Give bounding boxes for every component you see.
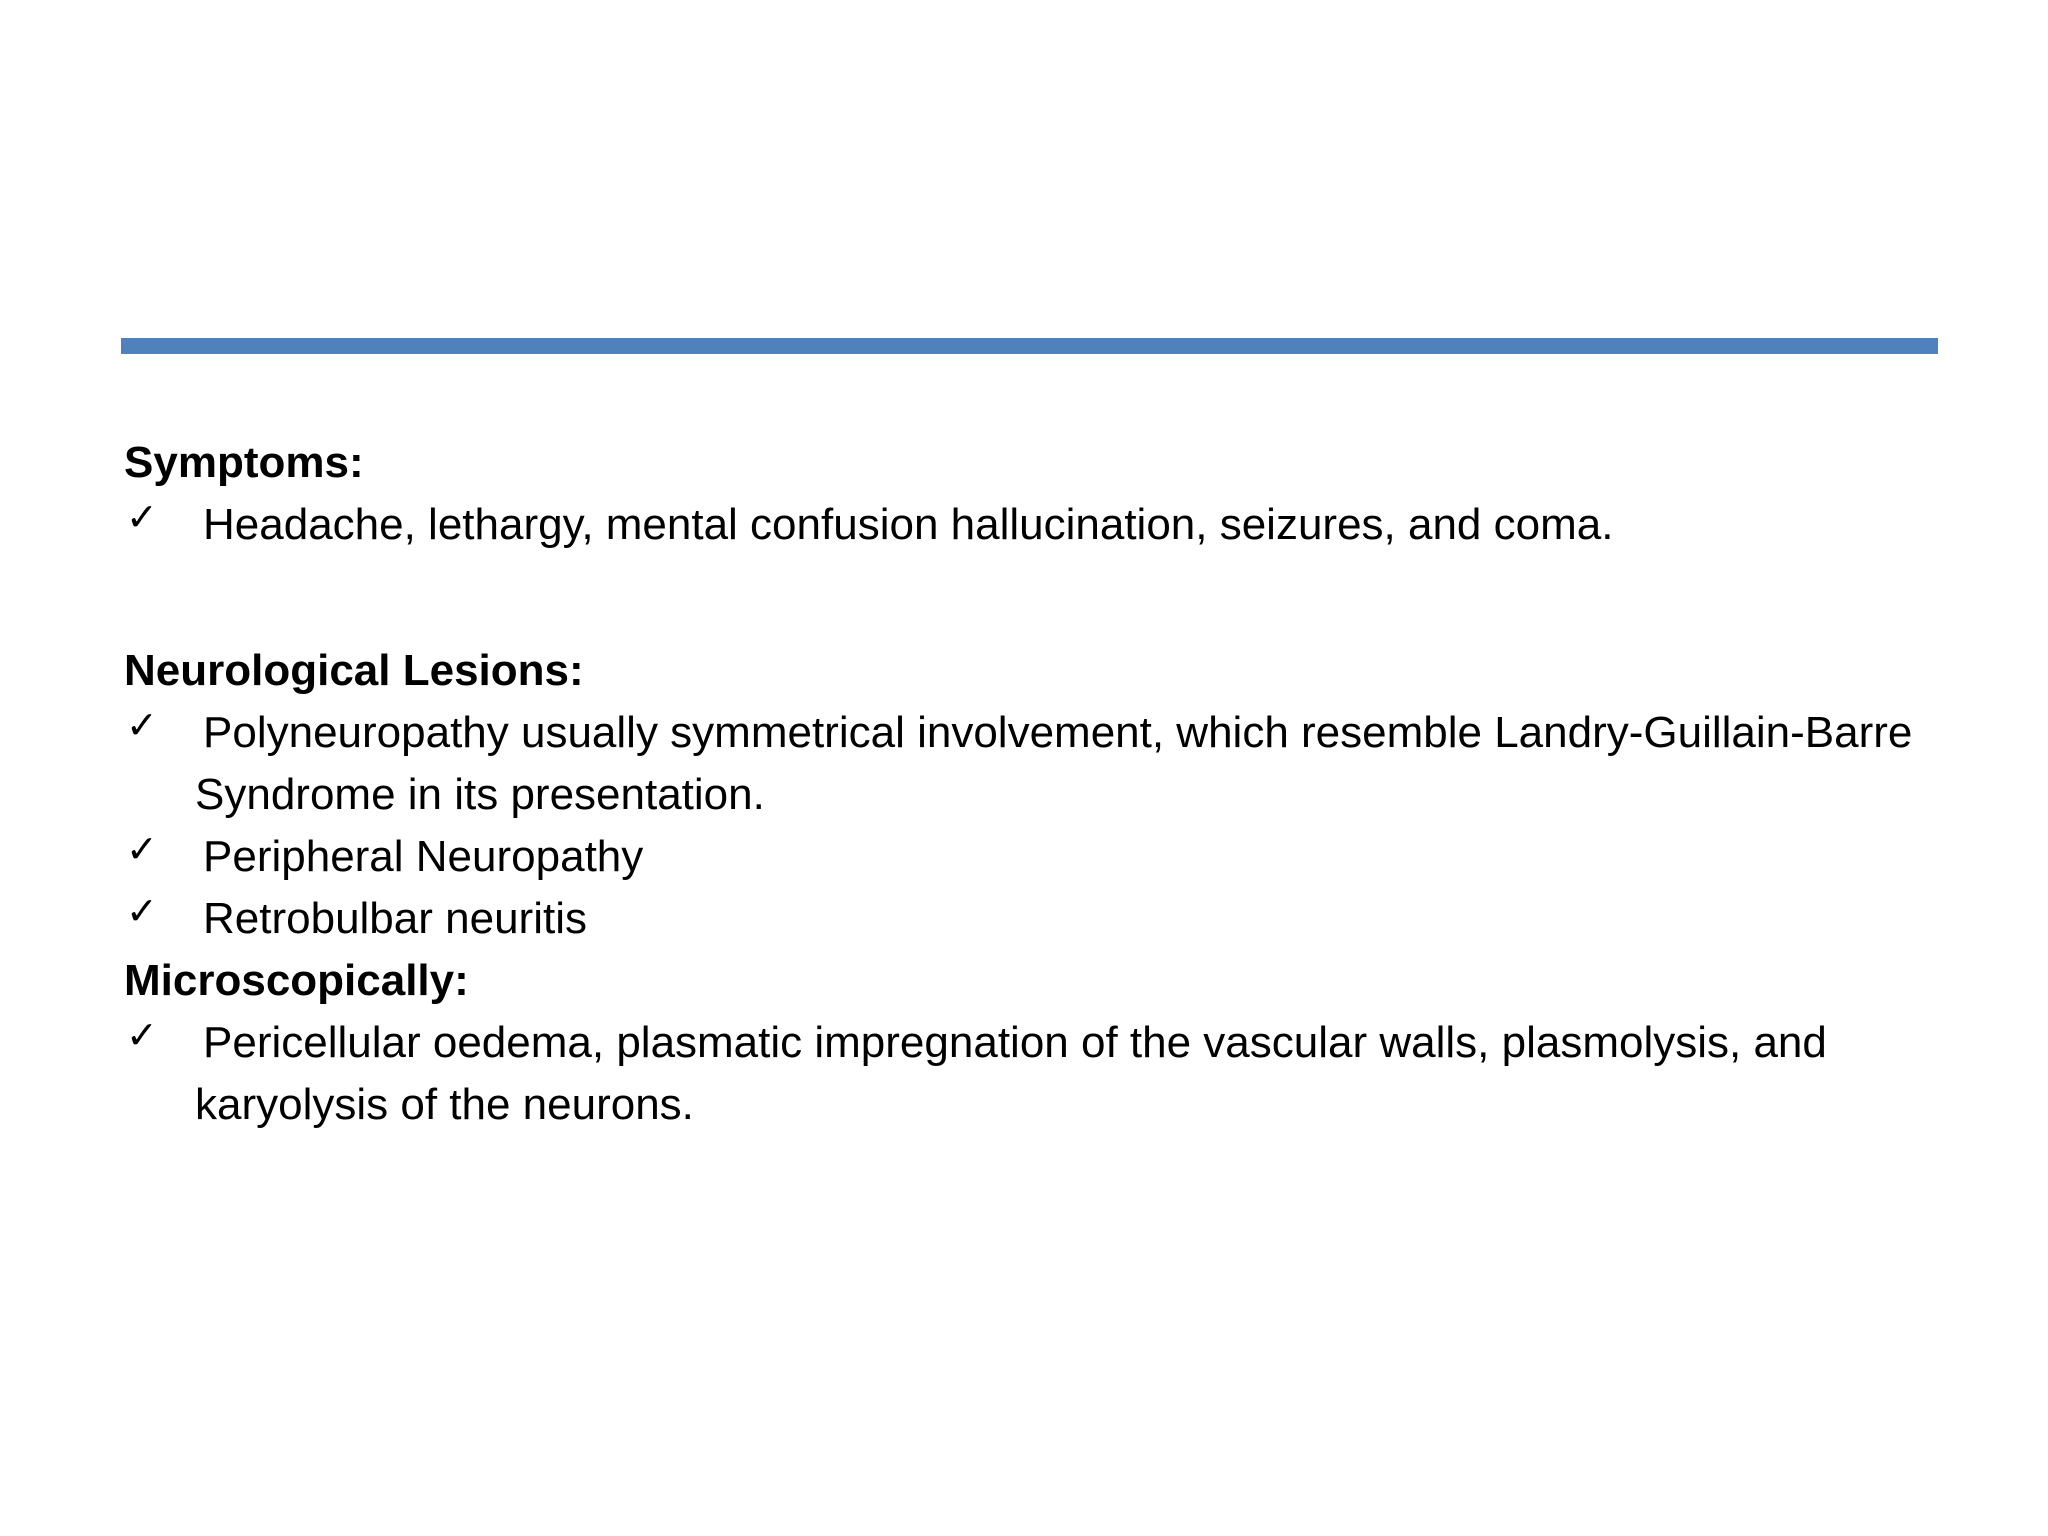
list-item — [124, 1012, 1944, 1136]
list-item-text: Polyneuropathy usually symmetrical involvement, which resemble Landry-Guillain-Barre Syndrome in its presentation. — [195, 708, 1913, 819]
list-item — [124, 702, 1944, 826]
checkmark-icon: ✓ — [126, 889, 158, 933]
section-neurological-lesions — [124, 640, 1944, 950]
section-heading: Microscopically: — [124, 956, 469, 1005]
list-item-text: Retrobulbar neuritis — [203, 894, 587, 943]
bullet-list — [124, 702, 1944, 950]
checkmark-icon: ✓ — [126, 827, 158, 871]
bullet-list — [124, 1012, 1944, 1136]
bullet-list — [124, 494, 1944, 556]
section-spacer — [124, 556, 1944, 640]
section-heading: Symptoms: — [124, 438, 364, 487]
checkmark-icon: ✓ — [126, 1013, 158, 1057]
list-item-text: Peripheral Neuropathy — [203, 832, 644, 881]
list-item-text: Pericellular oedema, plasmatic impregnation of the vascular walls, plasmolysis, and karyolysis of the neurons. — [195, 1018, 1827, 1129]
checkmark-icon: ✓ — [126, 703, 158, 747]
header-rule — [121, 338, 1938, 354]
list-item — [124, 494, 1944, 556]
slide-content — [124, 432, 1944, 1136]
section-microscopically — [124, 950, 1944, 1136]
list-item — [124, 826, 1944, 888]
checkmark-icon: ✓ — [126, 495, 158, 539]
section-heading: Neurological Lesions: — [124, 646, 584, 695]
list-item-text: Headache, lethargy, mental confusion hallucination, seizures, and coma. — [203, 500, 1614, 549]
list-item — [124, 888, 1944, 950]
section-symptoms — [124, 432, 1944, 556]
